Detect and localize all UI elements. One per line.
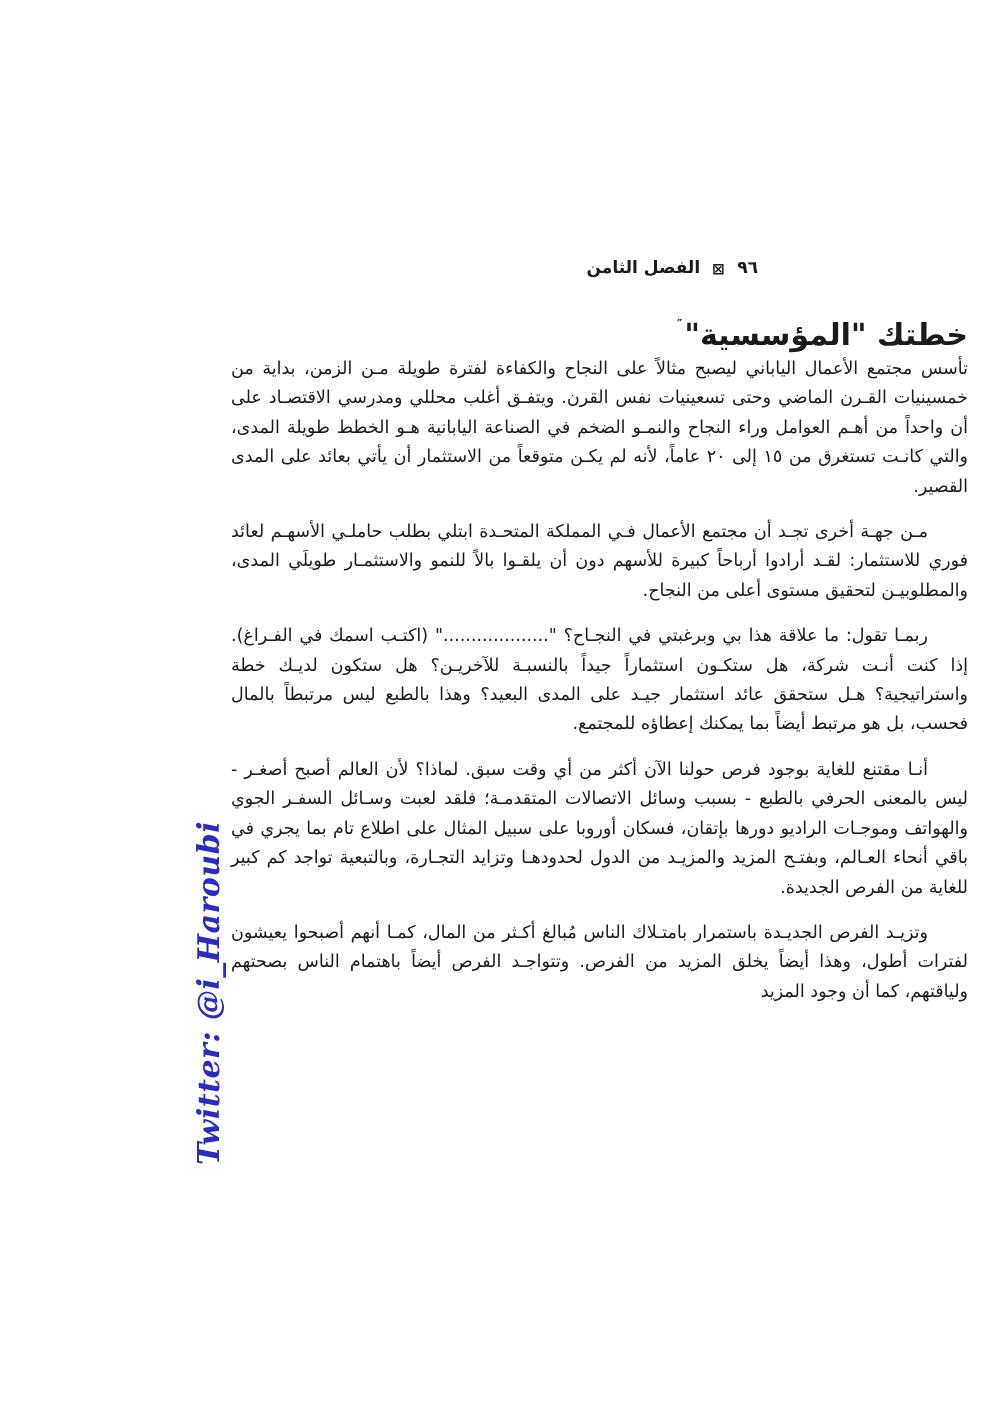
chapter-name: الفصل الثامن: [586, 258, 701, 278]
page-number: ٩٦: [737, 258, 758, 278]
body-text-block: [231, 355, 968, 1007]
twitter-watermark: Twitter: @i_Haroubi: [192, 820, 227, 1165]
chapter-heading-text: خطتك "المؤسسية": [684, 318, 968, 354]
body-paragraph: وتزيـد الفرص الجديـدة باستمرار بامتـلاك الناس مُبالغ أكـثر من المال، كمـا أنهم أصبحوا يعيشون لفترات أطول، وهذا أيضاً يخلق المزيد من الفرص. وتتواجـد الفرص أيضاً باهتمام الناس بصحتهم ولياقتهم، كما أن وجود المزيد: [231, 922, 968, 1002]
heading-footnote-mark: ″: [676, 317, 683, 332]
body-paragraph: أنـا مقتنع للغاية بوجود فرص حولنا الآن أكثر من أي وقت سبق. لماذا؟ لأن العالم أصبح أصغـر - ليس بالمعنى الحرفي بالطبع - بسبب وسائل الاتصالات المتقدمـة؛ فلقد لعبت وسـائل السفـر الجوي والهواتف وموجـات الراديو دورها بإتقان، فسكان أوروبا على سبيل المثال على اطلاع تام بما يجري في باقي أنحاء العـالم، وبفتـح المزيد والمزيـد من الدول لحدودهـا وتزايد التجـارة، وبالتبعية تواجد كم كبير للغاية من الفرص الجديدة.: [231, 759, 968, 898]
body-paragraph: تأسس مجتمع الأعمال الياباني ليصبح مثالاً على النجاح والكفاءة لفترة طويلة مـن الزمن، بداية من خمسينيات القـرن الماضي وحتى تسعينيات نفس القرن. ويتفـق أغلب محللي ومدرسي الاقتصـاد على أن واحداً من أهـم العوامل وراء النجاح والنمـو الضخم في الصناعة اليابانية هـو الخطط طويلة المدى، والتي كانـت تستغرق من ١٥ إلى ٢٠ عاماً، لأنه لم يكـن متوقعاً من الاستثمار أن يأتي بعائد على المدى القصير.: [231, 359, 969, 497]
body-paragraph: ربمـا تقول: ما علاقة هذا بي وبرغبتي في النجـاح؟ "..................." (اكتـب اسمك في الفـراغ). إذا كنت أنـت شركة، هل ستكـون استثماراً جيداً بالنسبـة للآخريـن؟ هل ستكون لديـك خطة واستراتيجية؟ هـل ستحقق عائد استثمار جيـد على المدى البعيد؟ وهذا بالطبع ليس مرتبطاً بالمال فحسب، بل هو مرتبط أيضاً بما يمكنك إعطاؤه للمجتمع.: [231, 626, 968, 735]
page-header: [587, 258, 759, 278]
chapter-heading: [232, 318, 968, 354]
header-ornament-icon: ⊠: [712, 259, 726, 278]
body-paragraph: مـن جهـة أخرى تجـد أن مجتمع الأعمال فـي المملكة المتحـدة ابتلي بطلب حاملـي الأسهـم لعائد فوري للاستثمار: لقـد أرادوا أرباحاً كبيرة للأسهم دون أن يلقـوا بالاً للنمو والاستثمـار طويلَي المدى، والمطلوبيـن لتحقيق مستوى أعلى من النجاح.: [231, 522, 968, 601]
